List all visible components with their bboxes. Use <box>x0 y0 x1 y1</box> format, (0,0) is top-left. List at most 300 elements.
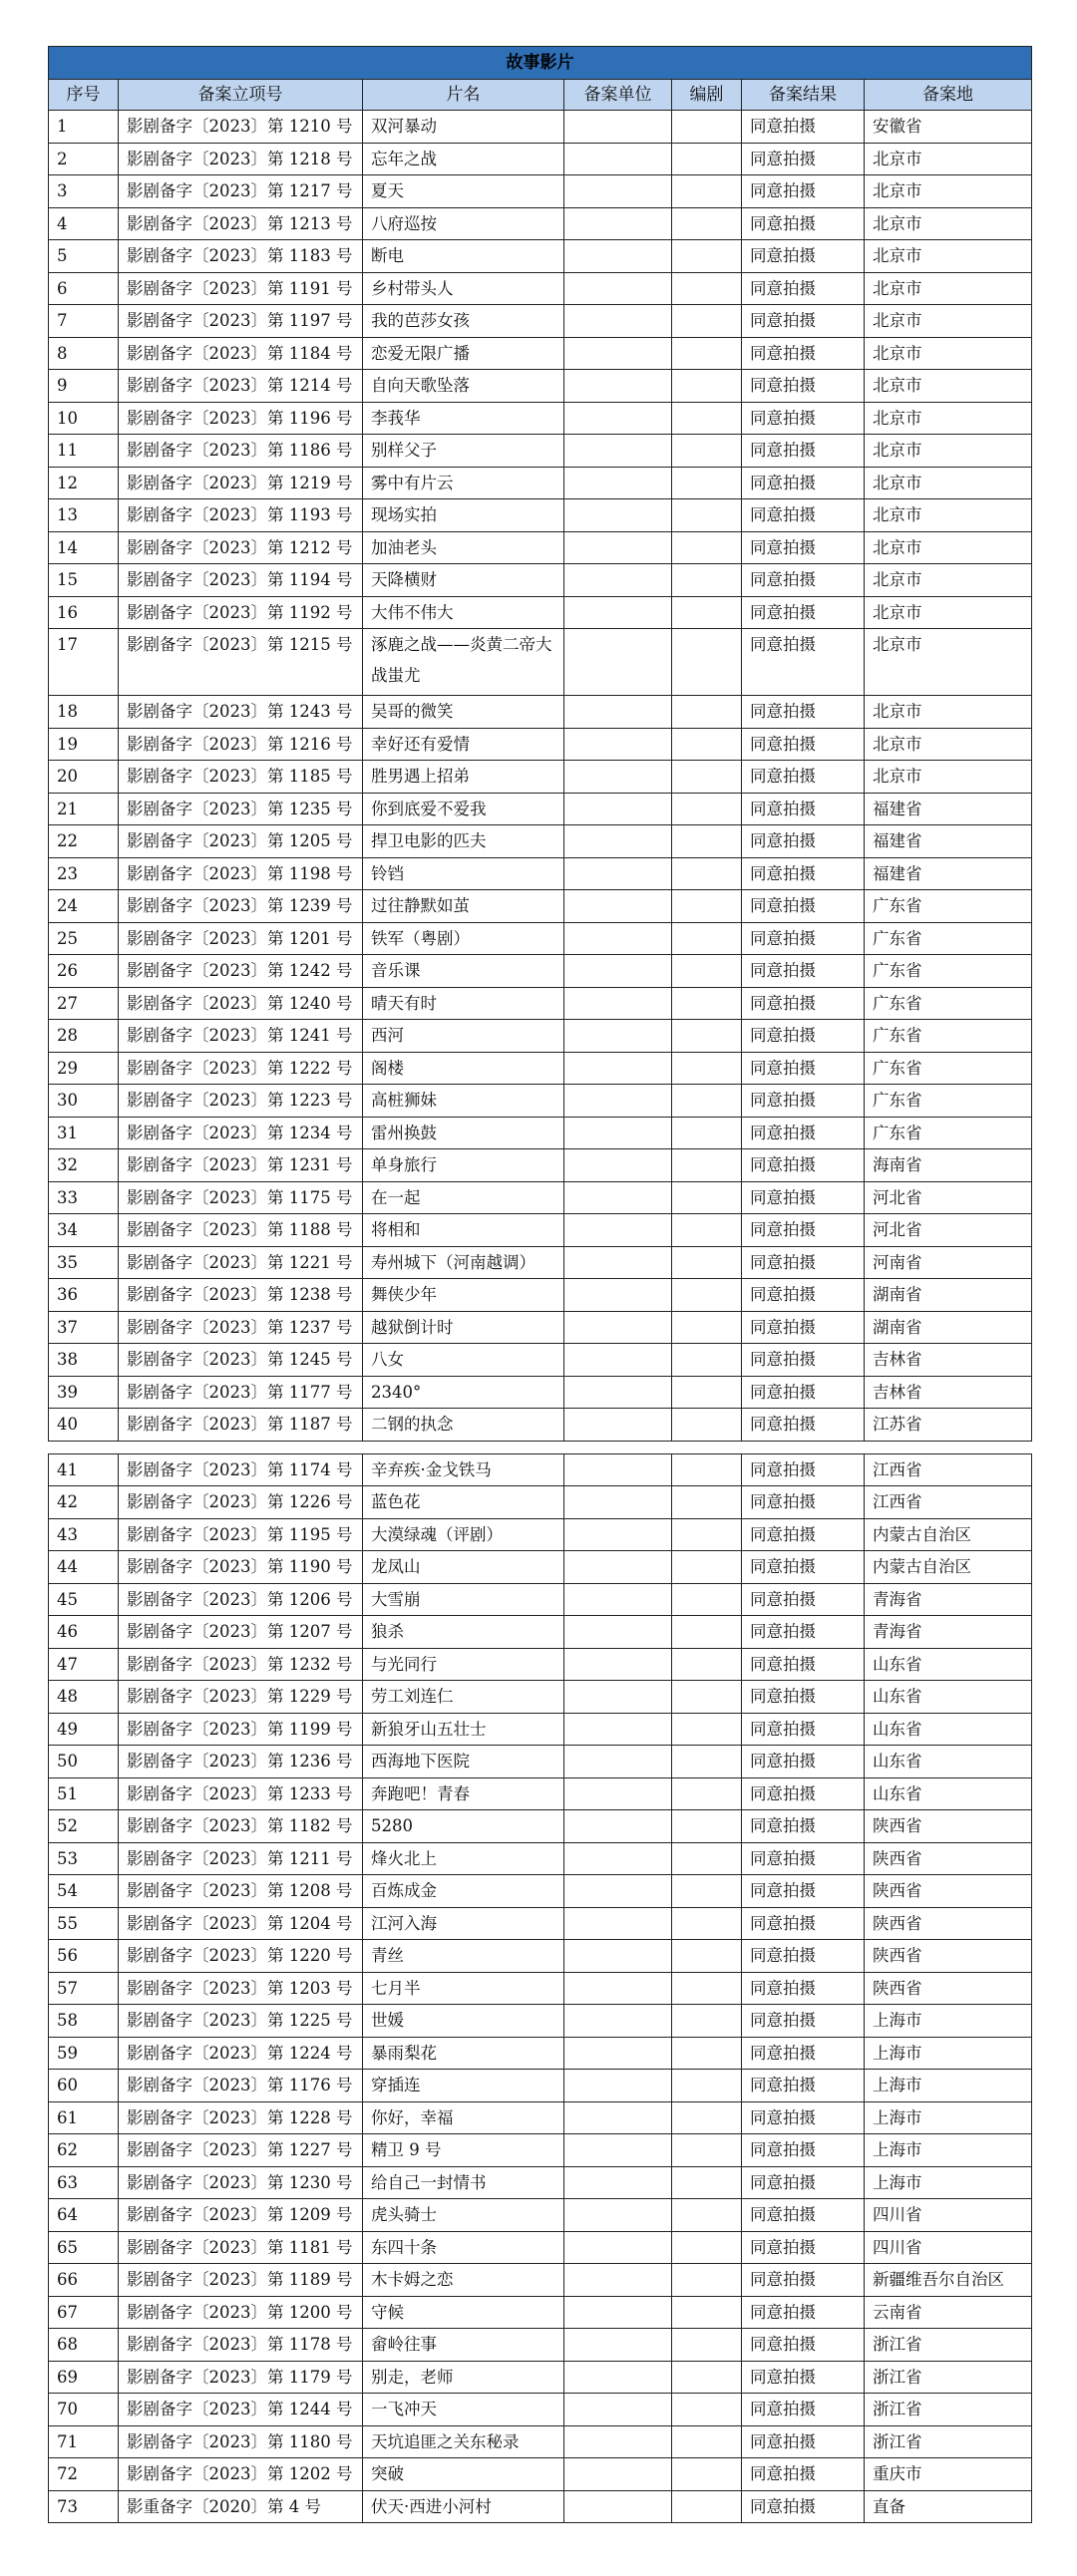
table-row <box>49 2425 1032 2458</box>
cell-record-place: 上海市 <box>865 2134 1032 2167</box>
cell-screenwriter <box>672 1907 742 1940</box>
cell-record-place: 北京市 <box>865 402 1032 435</box>
cell-index: 57 <box>49 1972 119 2005</box>
cell-index: 20 <box>49 761 119 794</box>
cell-record-place: 北京市 <box>865 596 1032 629</box>
cell-screenwriter <box>672 1246 742 1279</box>
cell-record-result: 同意拍摄 <box>742 1117 865 1149</box>
cell-record-unit <box>564 1972 672 2005</box>
cell-record-number: 影剧备字〔2023〕第 1203 号 <box>119 1972 363 2005</box>
cell-record-number: 影剧备字〔2023〕第 1234 号 <box>119 1117 363 1149</box>
cell-index: 47 <box>49 1648 119 1681</box>
cell-record-result: 同意拍摄 <box>742 1020 865 1053</box>
column-header-record-result: 备案结果 <box>742 80 865 111</box>
cell-film-title: 单身旅行 <box>363 1149 564 1182</box>
cell-film-title: 突破 <box>363 2458 564 2491</box>
cell-record-result: 同意拍摄 <box>742 1746 865 1778</box>
table-row <box>49 1940 1032 1973</box>
cell-record-result: 同意拍摄 <box>742 728 865 761</box>
cell-record-result: 同意拍摄 <box>742 2296 865 2329</box>
cell-record-place: 山东省 <box>865 1777 1032 1810</box>
cell-index: 24 <box>49 890 119 923</box>
cell-screenwriter <box>672 1117 742 1149</box>
table-row <box>49 2166 1032 2199</box>
cell-screenwriter <box>672 337 742 370</box>
cell-record-number: 影剧备字〔2023〕第 1211 号 <box>119 1842 363 1875</box>
cell-record-unit <box>564 467 672 499</box>
cell-record-result: 同意拍摄 <box>742 761 865 794</box>
cell-record-result: 同意拍摄 <box>742 696 865 729</box>
cell-screenwriter <box>672 890 742 923</box>
cell-record-result: 同意拍摄 <box>742 2458 865 2491</box>
cell-index: 8 <box>49 337 119 370</box>
cell-record-unit <box>564 596 672 629</box>
cell-film-title: 狼杀 <box>363 1616 564 1649</box>
cell-record-place: 广东省 <box>865 1085 1032 1118</box>
cell-record-unit <box>564 857 672 890</box>
table-row <box>49 1583 1032 1616</box>
table-row <box>49 1149 1032 1182</box>
cell-film-title: 八女 <box>363 1344 564 1377</box>
cell-screenwriter <box>672 922 742 955</box>
cell-index: 12 <box>49 467 119 499</box>
cell-record-unit <box>564 1842 672 1875</box>
cell-screenwriter <box>672 629 742 696</box>
table-row <box>49 1279 1032 1312</box>
table-row <box>49 1746 1032 1778</box>
table-row <box>49 402 1032 435</box>
cell-index: 19 <box>49 728 119 761</box>
cell-record-unit <box>564 793 672 825</box>
cell-screenwriter <box>672 2264 742 2297</box>
cell-index: 41 <box>49 1453 119 1486</box>
table-row <box>49 922 1032 955</box>
cell-record-unit <box>564 272 672 305</box>
cell-record-unit <box>564 1409 672 1442</box>
cell-record-place: 吉林省 <box>865 1376 1032 1409</box>
cell-record-result: 同意拍摄 <box>742 1518 865 1551</box>
table-row <box>49 1085 1032 1118</box>
cell-index: 37 <box>49 1311 119 1344</box>
table-row <box>49 564 1032 597</box>
cell-screenwriter <box>672 987 742 1020</box>
cell-record-unit <box>564 2005 672 2038</box>
cell-record-unit <box>564 955 672 988</box>
table-row <box>49 825 1032 858</box>
cell-record-result: 同意拍摄 <box>742 825 865 858</box>
cell-index: 15 <box>49 564 119 597</box>
cell-screenwriter <box>672 1518 742 1551</box>
cell-record-number: 影剧备字〔2023〕第 1235 号 <box>119 793 363 825</box>
cell-film-title: 龙凤山 <box>363 1551 564 1584</box>
cell-screenwriter <box>672 2394 742 2426</box>
cell-index: 5 <box>49 240 119 273</box>
cell-record-result: 同意拍摄 <box>742 1486 865 1519</box>
cell-film-title: 双河暴动 <box>363 111 564 144</box>
cell-record-unit <box>564 1810 672 1843</box>
cell-record-unit <box>564 337 672 370</box>
cell-record-place: 浙江省 <box>865 2425 1032 2458</box>
cell-screenwriter <box>672 1777 742 1810</box>
cell-record-unit <box>564 2037 672 2070</box>
table-row <box>49 240 1032 273</box>
cell-index: 31 <box>49 1117 119 1149</box>
cell-index: 48 <box>49 1681 119 1714</box>
cell-record-number: 影剧备字〔2023〕第 1237 号 <box>119 1311 363 1344</box>
cell-record-place: 山东省 <box>865 1681 1032 1714</box>
cell-record-number: 影剧备字〔2023〕第 1236 号 <box>119 1746 363 1778</box>
cell-index: 69 <box>49 2361 119 2394</box>
cell-screenwriter <box>672 1486 742 1519</box>
cell-film-title: 天坑追匪之关东秘录 <box>363 2425 564 2458</box>
cell-screenwriter <box>672 2296 742 2329</box>
cell-index: 70 <box>49 2394 119 2426</box>
cell-film-title: 东四十条 <box>363 2231 564 2264</box>
table-row <box>49 2037 1032 2070</box>
cell-record-unit <box>564 1246 672 1279</box>
cell-index: 4 <box>49 207 119 240</box>
cell-screenwriter <box>672 1616 742 1649</box>
cell-record-unit <box>564 435 672 468</box>
cell-record-number: 影剧备字〔2023〕第 1213 号 <box>119 207 363 240</box>
cell-film-title: 暴雨梨花 <box>363 2037 564 2070</box>
cell-record-place: 陕西省 <box>865 1907 1032 1940</box>
cell-record-unit <box>564 1181 672 1214</box>
cell-index: 2 <box>49 143 119 175</box>
table-row <box>49 1648 1032 1681</box>
cell-record-result: 同意拍摄 <box>742 2037 865 2070</box>
cell-film-title: 二钢的执念 <box>363 1409 564 1442</box>
cell-record-number: 影剧备字〔2023〕第 1194 号 <box>119 564 363 597</box>
cell-record-result: 同意拍摄 <box>742 922 865 955</box>
cell-record-result: 同意拍摄 <box>742 2101 865 2134</box>
cell-record-number: 影剧备字〔2023〕第 1206 号 <box>119 1583 363 1616</box>
cell-screenwriter <box>672 1214 742 1247</box>
cell-record-number: 影剧备字〔2023〕第 1189 号 <box>119 2264 363 2297</box>
cell-record-place: 广东省 <box>865 955 1032 988</box>
cell-record-result: 同意拍摄 <box>742 596 865 629</box>
cell-screenwriter <box>672 2231 742 2264</box>
cell-record-place: 云南省 <box>865 2296 1032 2329</box>
cell-record-result: 同意拍摄 <box>742 1940 865 1973</box>
cell-record-number: 影剧备字〔2023〕第 1185 号 <box>119 761 363 794</box>
cell-index: 42 <box>49 1486 119 1519</box>
table-row <box>49 987 1032 1020</box>
table-row <box>49 1616 1032 1649</box>
cell-record-unit <box>564 1713 672 1746</box>
cell-screenwriter <box>672 2134 742 2167</box>
column-header-record-unit: 备案单位 <box>564 80 672 111</box>
table-row <box>49 2134 1032 2167</box>
table-row <box>49 696 1032 729</box>
cell-record-result: 同意拍摄 <box>742 2199 865 2232</box>
cell-film-title: 音乐课 <box>363 955 564 988</box>
table-row <box>49 629 1032 696</box>
cell-record-place: 广东省 <box>865 922 1032 955</box>
cell-record-unit <box>564 2490 672 2523</box>
cell-film-title: 一飞冲天 <box>363 2394 564 2426</box>
cell-record-unit <box>564 2199 672 2232</box>
cell-record-result: 同意拍摄 <box>742 2361 865 2394</box>
cell-screenwriter <box>672 1940 742 1973</box>
cell-record-number: 影剧备字〔2023〕第 1242 号 <box>119 955 363 988</box>
cell-screenwriter <box>672 207 742 240</box>
cell-record-number: 影剧备字〔2023〕第 1193 号 <box>119 499 363 532</box>
cell-film-title: 木卡姆之恋 <box>363 2264 564 2297</box>
cell-record-number: 影剧备字〔2023〕第 1220 号 <box>119 1940 363 1973</box>
cell-record-number: 影剧备字〔2023〕第 1186 号 <box>119 435 363 468</box>
cell-record-number: 影剧备字〔2023〕第 1229 号 <box>119 1681 363 1714</box>
cell-film-title: 大伟不伟大 <box>363 596 564 629</box>
cell-record-place: 河北省 <box>865 1181 1032 1214</box>
cell-record-result: 同意拍摄 <box>742 857 865 890</box>
cell-record-number: 影剧备字〔2023〕第 1181 号 <box>119 2231 363 2264</box>
cell-film-title: 江河入海 <box>363 1907 564 1940</box>
cell-record-result: 同意拍摄 <box>742 1583 865 1616</box>
cell-index: 10 <box>49 402 119 435</box>
cell-record-result: 同意拍摄 <box>742 467 865 499</box>
cell-record-number: 影剧备字〔2023〕第 1183 号 <box>119 240 363 273</box>
cell-record-number: 影剧备字〔2023〕第 1190 号 <box>119 1551 363 1584</box>
cell-record-unit <box>564 305 672 338</box>
table-row <box>49 761 1032 794</box>
cell-screenwriter <box>672 1551 742 1584</box>
cell-record-number: 影剧备字〔2023〕第 1224 号 <box>119 2037 363 2070</box>
cell-record-result: 同意拍摄 <box>742 1453 865 1486</box>
cell-index: 62 <box>49 2134 119 2167</box>
cell-film-title: 涿鹿之战——炎黄二帝大战蚩尤 <box>363 629 564 696</box>
cell-index: 11 <box>49 435 119 468</box>
table-row <box>49 2199 1032 2232</box>
cell-record-unit <box>564 2394 672 2426</box>
cell-record-result: 同意拍摄 <box>742 175 865 208</box>
cell-record-unit <box>564 1453 672 1486</box>
table-row <box>49 1117 1032 1149</box>
cell-record-result: 同意拍摄 <box>742 1777 865 1810</box>
cell-record-unit <box>564 1616 672 1649</box>
cell-index: 23 <box>49 857 119 890</box>
cell-record-result: 同意拍摄 <box>742 1344 865 1377</box>
cell-film-title: 劳工刘连仁 <box>363 1681 564 1714</box>
table-title: 故事影片 <box>49 47 1032 80</box>
cell-record-number: 影剧备字〔2023〕第 1200 号 <box>119 2296 363 2329</box>
cell-film-title: 精卫 9 号 <box>363 2134 564 2167</box>
cell-record-place: 海南省 <box>865 1149 1032 1182</box>
cell-record-number: 影剧备字〔2023〕第 1241 号 <box>119 1020 363 1053</box>
cell-screenwriter <box>672 1085 742 1118</box>
cell-film-title: 蓝色花 <box>363 1486 564 1519</box>
cell-film-title: 现场实拍 <box>363 499 564 532</box>
cell-index: 46 <box>49 1616 119 1649</box>
cell-film-title: 我的芭莎女孩 <box>363 305 564 338</box>
table-row <box>49 337 1032 370</box>
cell-record-unit <box>564 1344 672 1377</box>
cell-index: 39 <box>49 1376 119 1409</box>
cell-record-place: 北京市 <box>865 337 1032 370</box>
cell-index: 29 <box>49 1052 119 1085</box>
cell-record-unit <box>564 1311 672 1344</box>
cell-record-place: 广东省 <box>865 1020 1032 1053</box>
cell-record-place: 北京市 <box>865 564 1032 597</box>
page-break-gap <box>49 1441 1032 1453</box>
cell-record-result: 同意拍摄 <box>742 1648 865 1681</box>
cell-screenwriter <box>672 793 742 825</box>
cell-film-title: 忘年之战 <box>363 143 564 175</box>
cell-record-place: 山东省 <box>865 1648 1032 1681</box>
cell-screenwriter <box>672 370 742 403</box>
cell-record-result: 同意拍摄 <box>742 1409 865 1442</box>
cell-index: 14 <box>49 531 119 564</box>
cell-index: 49 <box>49 1713 119 1746</box>
cell-record-unit <box>564 1214 672 1247</box>
cell-film-title: 天降横财 <box>363 564 564 597</box>
cell-index: 68 <box>49 2329 119 2362</box>
cell-record-result: 同意拍摄 <box>742 1713 865 1746</box>
cell-record-number: 影剧备字〔2023〕第 1225 号 <box>119 2005 363 2038</box>
cell-record-result: 同意拍摄 <box>742 629 865 696</box>
cell-screenwriter <box>672 2458 742 2491</box>
cell-record-result: 同意拍摄 <box>742 143 865 175</box>
cell-screenwriter <box>672 1181 742 1214</box>
table-row <box>49 499 1032 532</box>
cell-record-number: 影剧备字〔2023〕第 1222 号 <box>119 1052 363 1085</box>
cell-record-unit <box>564 2166 672 2199</box>
table-row <box>49 1214 1032 1247</box>
cell-record-number: 影剧备字〔2023〕第 1221 号 <box>119 1246 363 1279</box>
cell-record-unit <box>564 2458 672 2491</box>
cell-record-result: 同意拍摄 <box>742 2329 865 2362</box>
cell-index: 33 <box>49 1181 119 1214</box>
cell-record-place: 江西省 <box>865 1486 1032 1519</box>
cell-record-unit <box>564 2101 672 2134</box>
cell-record-unit <box>564 987 672 1020</box>
cell-record-result: 同意拍摄 <box>742 402 865 435</box>
cell-index: 44 <box>49 1551 119 1584</box>
cell-screenwriter <box>672 857 742 890</box>
cell-film-title: 别走，老师 <box>363 2361 564 2394</box>
cell-screenwriter <box>672 402 742 435</box>
cell-record-place: 北京市 <box>865 143 1032 175</box>
cell-record-result: 同意拍摄 <box>742 207 865 240</box>
cell-film-title: 5280 <box>363 1810 564 1843</box>
cell-record-unit <box>564 370 672 403</box>
table-row <box>49 1875 1032 1908</box>
cell-record-number: 影剧备字〔2023〕第 1209 号 <box>119 2199 363 2232</box>
table-row <box>49 1486 1032 1519</box>
table-row <box>49 1409 1032 1442</box>
cell-record-number: 影剧备字〔2023〕第 1191 号 <box>119 272 363 305</box>
table-row <box>49 1681 1032 1714</box>
cell-record-result: 同意拍摄 <box>742 1875 865 1908</box>
cell-record-place: 福建省 <box>865 793 1032 825</box>
table-body-part2 <box>49 1453 1032 2523</box>
cell-record-number: 影剧备字〔2023〕第 1228 号 <box>119 2101 363 2134</box>
cell-screenwriter <box>672 2425 742 2458</box>
cell-record-number: 影剧备字〔2023〕第 1179 号 <box>119 2361 363 2394</box>
cell-record-result: 同意拍摄 <box>742 564 865 597</box>
cell-record-unit <box>564 728 672 761</box>
cell-record-number: 影剧备字〔2023〕第 1244 号 <box>119 2394 363 2426</box>
cell-record-number: 影剧备字〔2023〕第 1230 号 <box>119 2166 363 2199</box>
cell-record-place: 浙江省 <box>865 2361 1032 2394</box>
cell-record-number: 影剧备字〔2023〕第 1233 号 <box>119 1777 363 1810</box>
cell-record-place: 上海市 <box>865 2037 1032 2070</box>
cell-record-result: 同意拍摄 <box>742 1681 865 1714</box>
cell-screenwriter <box>672 1020 742 1053</box>
cell-screenwriter <box>672 1681 742 1714</box>
cell-record-number: 影剧备字〔2023〕第 1204 号 <box>119 1907 363 1940</box>
cell-record-unit <box>564 1117 672 1149</box>
cell-record-number: 影剧备字〔2023〕第 1227 号 <box>119 2134 363 2167</box>
table-row <box>49 857 1032 890</box>
table-row <box>49 305 1032 338</box>
table-row <box>49 1311 1032 1344</box>
cell-index: 53 <box>49 1842 119 1875</box>
cell-index: 28 <box>49 1020 119 1053</box>
cell-record-place: 陕西省 <box>865 1842 1032 1875</box>
cell-film-title: 别样父子 <box>363 435 564 468</box>
cell-record-result: 同意拍摄 <box>742 793 865 825</box>
cell-screenwriter <box>672 305 742 338</box>
table-header-row <box>49 80 1032 111</box>
cell-record-unit <box>564 499 672 532</box>
cell-record-result: 同意拍摄 <box>742 1842 865 1875</box>
cell-record-unit <box>564 2425 672 2458</box>
cell-screenwriter <box>672 1648 742 1681</box>
cell-index: 3 <box>49 175 119 208</box>
cell-record-place: 浙江省 <box>865 2394 1032 2426</box>
cell-record-unit <box>564 1777 672 1810</box>
table-row <box>49 175 1032 208</box>
cell-film-title: 晴天有时 <box>363 987 564 1020</box>
cell-film-title: 断电 <box>363 240 564 273</box>
cell-record-place: 湖南省 <box>865 1311 1032 1344</box>
cell-screenwriter <box>672 2361 742 2394</box>
cell-record-place: 北京市 <box>865 499 1032 532</box>
cell-screenwriter <box>672 1344 742 1377</box>
cell-screenwriter <box>672 761 742 794</box>
cell-index: 40 <box>49 1409 119 1442</box>
table-row <box>49 143 1032 175</box>
film-record-table <box>48 46 1032 2523</box>
cell-index: 64 <box>49 2199 119 2232</box>
cell-screenwriter <box>672 1052 742 1085</box>
cell-screenwriter <box>672 1453 742 1486</box>
cell-record-result: 同意拍摄 <box>742 890 865 923</box>
cell-record-place: 北京市 <box>865 467 1032 499</box>
cell-record-unit <box>564 1746 672 1778</box>
cell-index: 45 <box>49 1583 119 1616</box>
table-row <box>49 2458 1032 2491</box>
table-row <box>49 2101 1032 2134</box>
cell-film-title: 大漠绿魂（评剧） <box>363 1518 564 1551</box>
cell-record-number: 影剧备字〔2023〕第 1208 号 <box>119 1875 363 1908</box>
cell-record-place: 北京市 <box>865 761 1032 794</box>
cell-record-place: 广东省 <box>865 1117 1032 1149</box>
cell-index: 56 <box>49 1940 119 1973</box>
cell-record-unit <box>564 2361 672 2394</box>
cell-film-title: 胜男遇上招弟 <box>363 761 564 794</box>
cell-record-number: 影剧备字〔2023〕第 1201 号 <box>119 922 363 955</box>
cell-record-place: 广东省 <box>865 987 1032 1020</box>
cell-record-unit <box>564 1052 672 1085</box>
table-row <box>49 2005 1032 2038</box>
cell-record-place: 四川省 <box>865 2231 1032 2264</box>
cell-record-number: 影剧备字〔2023〕第 1212 号 <box>119 531 363 564</box>
cell-screenwriter <box>672 531 742 564</box>
cell-record-place: 北京市 <box>865 240 1032 273</box>
cell-record-place: 北京市 <box>865 531 1032 564</box>
